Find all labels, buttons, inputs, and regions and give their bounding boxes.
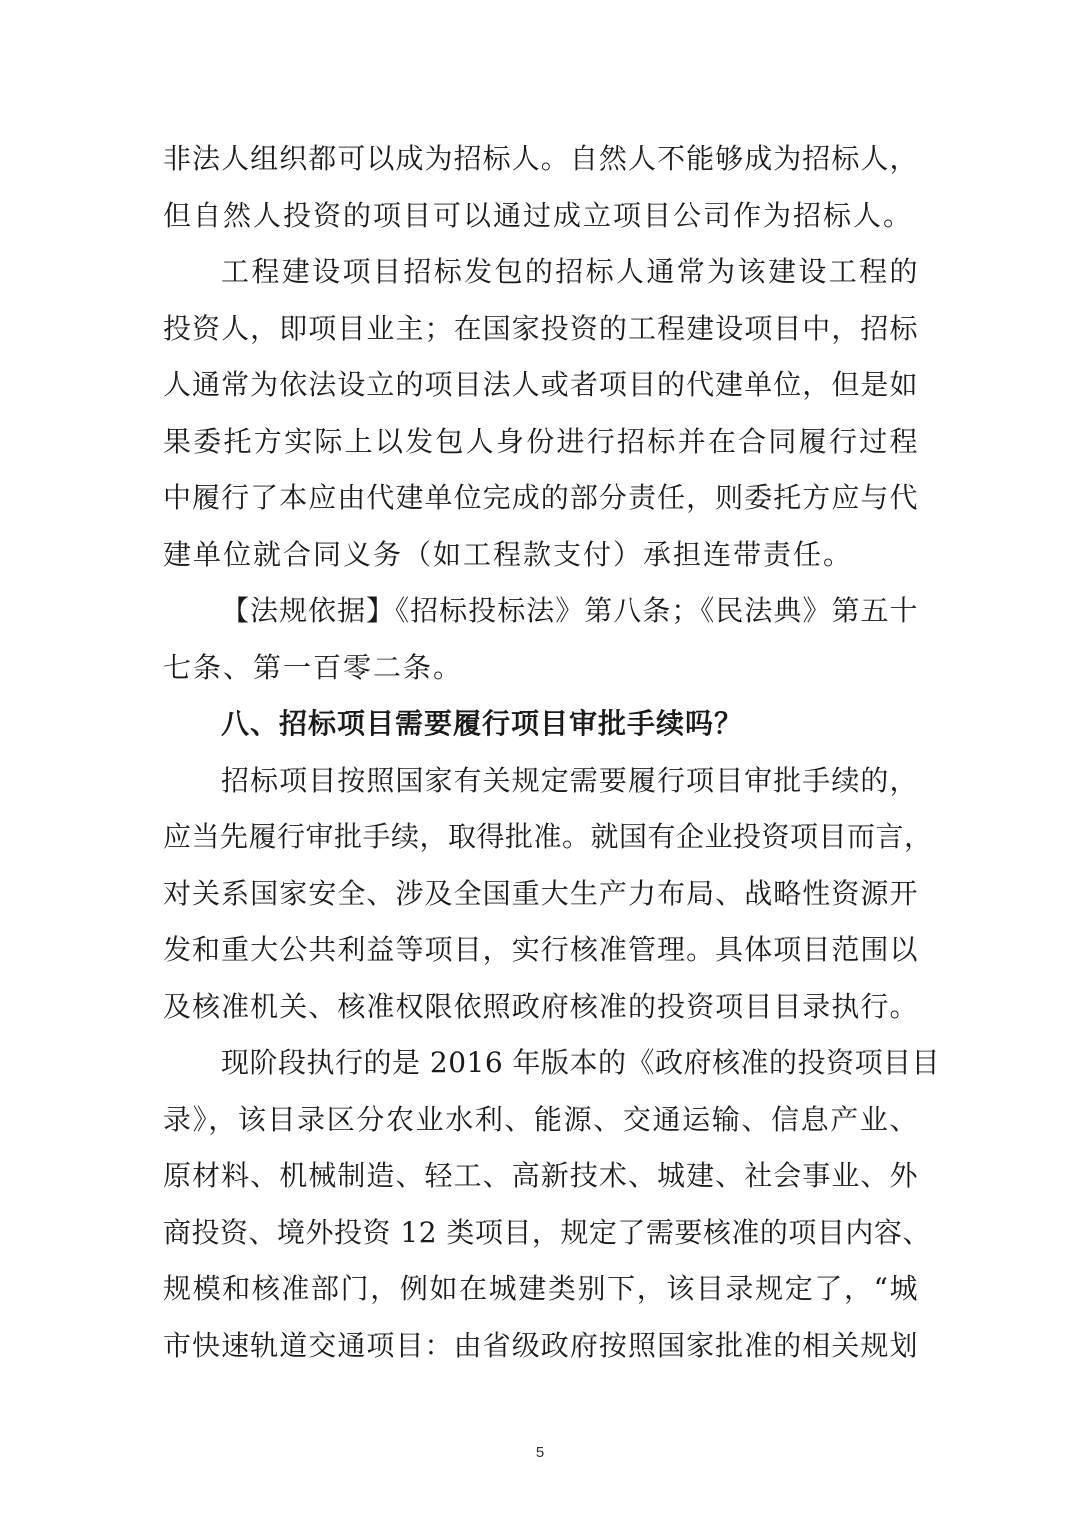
text-line: 现阶段执行的是 2016 年版本的《政府核准的投资项目目 (221, 1046, 941, 1079)
text-line: 及核准机关、核准权限依照政府核准的投资项目目录执行。 (163, 989, 918, 1023)
text-line: 发和重大公共利益等项目，实行核准管理。具体项目范围以 (163, 933, 918, 966)
text-line: 招标项目按照国家有关规定需要履行项目审批手续的， (221, 763, 918, 797)
text-line: 但自然人投资的项目可以通过成立项目公司作为招标人。 (163, 198, 914, 232)
text-line: 七条、第一百零二条。 (163, 650, 464, 684)
text-line: 商投资、境外投资 12 类项目，规定了需要核准的项目内容、 (163, 1215, 931, 1249)
text-line: 建单位就合同义务（如工程款支付）承担连带责任。 (163, 537, 854, 571)
text-line: 市快速轨道交通项目：由省级政府按照国家批准的相关规划 (163, 1328, 918, 1362)
text-line: 果委托方实际上以发包人身份进行招标并在合同履行过程 (163, 424, 918, 458)
text-line: 中履行了本应由代建单位完成的部分责任，则委托方应与代 (163, 481, 918, 514)
text-line: 工程建设项目招标发包的招标人通常为该建设工程的 (221, 255, 918, 288)
text-line: 录》，该目录区分农业水利、能源、交通运输、信息产业、 (163, 1102, 918, 1136)
text-line: 人通常为依法设立的项目法人或者项目的代建单位，但是如 (163, 368, 918, 401)
text-line: 非法人组织都可以成为招标人。自然人不能够成为招标人， (163, 142, 918, 175)
text-line: 对关系国家安全、涉及全国重大生产力布局、战略性资源开 (163, 876, 918, 910)
section-heading: 八、招标项目需要履行项目审批手续吗？ (221, 707, 744, 740)
body-text (163, 131, 941, 1374)
page-number: 5 (535, 1444, 545, 1461)
text-line: 应当先履行审批手续，取得批准。就国有企业投资项目而言， (163, 820, 933, 853)
text-line: 规模和核准部门，例如在城建类别下，该目录规定了，“城 (163, 1272, 918, 1305)
text-line: 原材料、机械制造、轻工、高新技术、城建、社会事业、外 (163, 1159, 918, 1192)
text-line: 投资人，即项目业主；在国家投资的工程建设项目中，招标 (163, 311, 918, 345)
legal-basis-line: 【法规依据】《招标投标法》第八条；《民法典》第五十 (221, 594, 918, 627)
